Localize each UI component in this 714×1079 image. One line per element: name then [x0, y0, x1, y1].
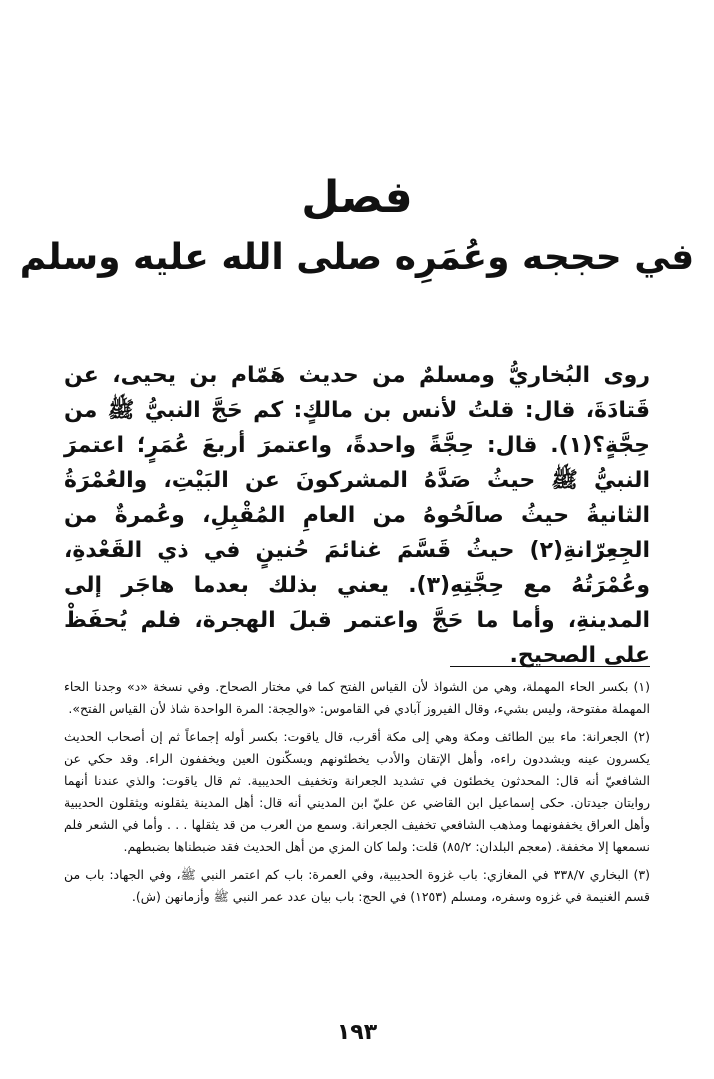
- page-number: ١٩٣: [336, 1020, 378, 1045]
- footnote-2: (٢) الجعرانة: ماء بين الطائف ومكة وهي إلى مكة أقرب، قال ياقوت: بكسر أوله إجماعاً ثم إن أصحاب الحديث يكسرون عينه ويشددون راءه، وأهل الإتقان والأدب يخطئونهم ويسكّنون العين ويخففون الراء. وقد حكي عن الشافعيّ أنه قال: المحدثون يخطئون في تشديد الجعرانة وتخفيف الحديبية. ثم قال ياقوت: والذي عندنا أنهما روايتان جيدتان. حكى إسماعيل ابن القاضي عن عليّ ابن المديني أنه قال: أهل المدينة يثقلونه ويثقلون الحديبية وأهل العراق يخففونهما ومذهب الشافعي تخفيف الجعرانة. وسمع من العرب من قد يثقلها . . . وأما في الشعر فلم نسمعها إلا مخففة. (معجم البلدان: ٨٥/٢) قلت: ولما كان المزي من أهل الحديث فقد ضبطناها بضبطهم.: [64, 729, 650, 854]
- footnotes: [64, 676, 650, 914]
- footnote-3: (٣) البخاري ٣٣٨/٧ في المغازي: باب غزوة الحديبية، وفي العمرة: باب كم اعتمر النبي ﷺ، وفي الجهاد: باب من قسم الغنيمة في غزوه وسفره، ومسلم (١٢٥٣) في الحج: باب بيان عدد عمر النبي ﷺ وأزمانهن (ش).: [64, 867, 650, 904]
- chapter-heading: [0, 170, 714, 282]
- footnote-separator: [450, 666, 650, 667]
- footnote-1: (١) بكسر الحاء المهملة، وهي من الشواذ لأن القياس الفتح كما في مختار الصحاح. وفي نسخة «د» وجدنا الحاء المهملة مفتوحة، وليس بشيء، وقال الفيروز آبادي في القاموس: «والحِجة: المرة الواحدة شاذ لأن القياس الفتح».: [64, 679, 650, 716]
- chapter-title: فصل: [301, 172, 413, 223]
- chapter-subtitle: في حججه وعُمَرِه صلى الله عليه وسلم: [19, 237, 695, 278]
- main-text: [64, 358, 650, 673]
- main-paragraph: روى البُخاريُّ ومسلمٌ من حديث هَمّام بن يحيى، عن قَتادَةَ، قال: قلتُ لأنس بن مالكٍ: كم حَجَّ النبيُّ ﷺ من حِجَّةٍ؟(١). قال: حِجَّةً واحدةً، واعتمرَ أربعَ عُمَرٍ؛ اعتمرَ النبيُّ ﷺ حيثُ صَدَّهُ المشركونَ عن البَيْتِ، والعُمْرَةُ الثانيةُ حيثُ صالَحُوهُ من العامِ المُقْبِلِ، وعُمرةٌ من الجِعِرّانةِ(٢) حيثُ قَسَّمَ غنائمَ حُنينٍ في ذي القَعْدةِ، وعُمْرَتُهُ مع حِجَّتِهِ(٣). يعني بذلك بعدما هاجَر إلى المدينةِ، وأما ما حَجَّ واعتمر قبلَ الهجرة، فلم يُحفَظْ على الصحيح.: [64, 363, 650, 668]
